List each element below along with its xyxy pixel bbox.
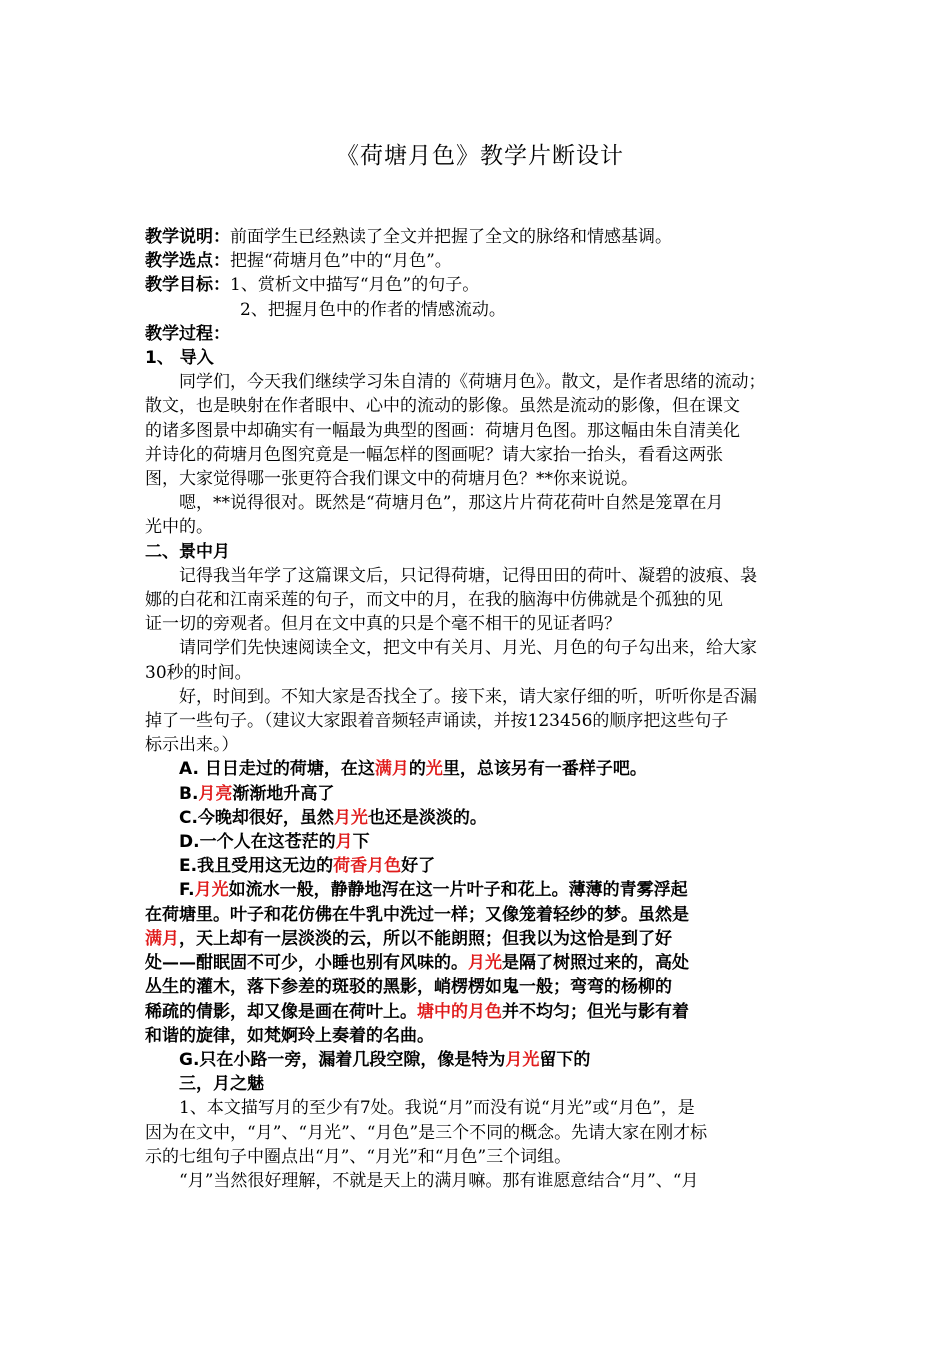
paragraph-line: “月”当然很好理解，不就是天上的满月嘛。那有谁愿意结合“月”、“月 <box>179 1170 699 1191</box>
quote-f-line: 在荷塘里。叶子和花仿佛在牛乳中洗过一样；又像笼着轻纱的梦。虽然是 <box>145 904 689 925</box>
highlight: 月 <box>335 832 353 853</box>
quote-text: G.只在小路一旁，漏着几段空隙，像是特为 <box>179 1049 506 1070</box>
section-heading-intro: 1、 导入 <box>145 348 214 369</box>
quote-text: 并不均匀；但光与影有着 <box>502 1001 689 1022</box>
paragraph-line: 示的七组句子中圈点出“月”、“月光”和“月色”三个词组。 <box>145 1146 572 1167</box>
quote-text: 下 <box>352 832 370 853</box>
quote-text: F. <box>179 880 195 901</box>
paragraph-line: 的诸多图景中却确实有一幅最为典型的图画：荷塘月色图。那这幅由朱自清美化 <box>145 420 740 441</box>
paragraph-line: 因为在文中，“月”、“月光”、“月色”是三个不同的概念。先请大家在刚才标 <box>145 1122 708 1143</box>
paragraph-line: 同学们，今天我们继续学习朱自清的《荷塘月色》。散文，是作者思绪的流动； <box>179 372 766 393</box>
paragraph-line: 标示出来。） <box>145 735 239 756</box>
paragraph-line: 请同学们先快速阅读全文，把文中有关月、月光、月色的句子勾出来，给大家 <box>179 638 757 659</box>
quote-text: 渐渐地升高了 <box>232 783 335 804</box>
section-heading-moon-in-scene: 二、景中月 <box>145 541 230 562</box>
quote-text: E.我且受用这无边的 <box>179 856 334 877</box>
paragraph-line: 好，时间到。不知大家是否找全了。接下来，请大家仔细的听，听听你是否漏 <box>179 686 757 707</box>
quote-a <box>145 757 815 781</box>
highlight: 月亮 <box>198 783 233 804</box>
highlight: 光 <box>425 759 443 780</box>
quote-text: 稀疏的倩影，却又像是画在荷叶上。 <box>145 1001 417 1022</box>
focus-text: 把握“荷塘月色”中的“月色”。 <box>230 251 452 272</box>
goal-item-1: 1、赏析文中描写“月色”的句子。 <box>230 275 480 296</box>
quote-f-line <box>145 1000 815 1024</box>
quote-text: 也还是淡淡的。 <box>367 807 487 828</box>
quote-b <box>145 782 815 806</box>
document-body <box>145 225 815 1193</box>
quote-f <box>145 878 815 902</box>
page-title: 《荷塘月色》教学片断设计 <box>336 143 624 169</box>
teaching-goal <box>145 273 815 297</box>
quote-g <box>145 1048 815 1072</box>
quote-text: D.一个人在这苍茫的 <box>179 832 336 853</box>
teaching-description <box>145 225 815 249</box>
highlight: 荷香月色 <box>333 856 402 877</box>
quote-f-line <box>145 951 815 975</box>
quote-f-line <box>145 927 815 951</box>
quote-text: B. <box>179 783 199 804</box>
highlight: 月光 <box>194 880 229 901</box>
paragraph-line: 证一切的旁观者。但月在文中真的只是个毫不相干的见证者吗？ <box>145 614 621 635</box>
quote-text: 里，总该另有一番样子吧。 <box>442 759 647 780</box>
paragraph-line: 30秒的时间。 <box>145 662 252 683</box>
highlight: 满月 <box>374 759 409 780</box>
focus-label: 教学选点： <box>145 251 230 272</box>
highlight: 月光 <box>468 953 502 974</box>
quote-text: 好了 <box>401 856 436 877</box>
paragraph-line: 图，大家觉得哪一张更符合我们课文中的荷塘月色？**你来说说。 <box>145 469 638 490</box>
paragraph-line: 光中的。 <box>145 517 213 538</box>
quote-f-line: 和谐的旋律，如梵婀玲上奏着的名曲。 <box>145 1025 434 1046</box>
paragraph-line: 嗯，**说得很对。既然是“荷塘月色”，那这片片荷花荷叶自然是笼罩在月 <box>179 493 724 514</box>
quote-text: 的 <box>408 759 426 780</box>
teaching-focus <box>145 249 815 273</box>
quote-text: 如流水一般，静静地泻在这一片叶子和花上。薄薄的青雾浮起 <box>228 880 688 901</box>
description-label: 教学说明： <box>145 227 230 247</box>
quote-text: 处——酣眠固不可少，小睡也别有风味的。 <box>145 953 468 974</box>
quote-text: 是隔了树照过来的，高处 <box>502 953 689 974</box>
paragraph-line: 娜的白花和江南采莲的句子，而文中的月，在我的脑海中仿佛就是个孤独的见 <box>145 590 723 611</box>
quote-text: A. 日日走过的荷塘，在这 <box>179 759 375 780</box>
highlight: 月光 <box>333 807 368 828</box>
quote-text: ，天上却有一层淡淡的云，所以不能朗照；但我以为这恰是到了好 <box>179 928 672 949</box>
quote-text: 留下的 <box>539 1049 591 1070</box>
goal-item-2: 2、把握月色中的作者的情感流动。 <box>240 299 506 320</box>
quote-d <box>145 830 815 854</box>
process-label: 教学过程： <box>145 323 230 344</box>
paragraph-line: 并诗化的荷塘月色图究竟是一幅怎样的图画呢？请大家抬一抬头，看看这两张 <box>145 444 723 465</box>
quote-text: C.今晚却很好，虽然 <box>179 807 334 828</box>
section-heading-moon-charm: 三，月之魅 <box>179 1074 264 1095</box>
quote-f-line: 丛生的灌木，落下参差的斑驳的黑影，峭楞楞如鬼一般；弯弯的杨柳的 <box>145 977 672 998</box>
quote-e <box>145 854 815 878</box>
paragraph-line: 1、本文描写月的至少有7处。我说“月”而没有说“月光”或“月色”，是 <box>179 1098 695 1119</box>
paragraph-line: 记得我当年学了这篇课文后，只记得荷塘，记得田田的荷叶、凝碧的波痕、袅 <box>179 565 757 586</box>
highlight: 塘中的月色 <box>417 1001 502 1022</box>
quote-c <box>145 806 815 830</box>
description-text: 前面学生已经熟读了全文并把握了全文的脉络和情感基调。 <box>230 227 672 247</box>
highlight: 月光 <box>505 1049 540 1070</box>
highlight: 满月 <box>145 928 179 949</box>
goal-label: 教学目标： <box>145 275 230 296</box>
paragraph-line: 掉了一些句子。（建议大家跟着音频轻声诵读，并按123456的顺序把这些句子 <box>145 711 729 732</box>
paragraph-line: 散文，也是映射在作者眼中、心中的流动的影像。虽然是流动的影像，但在课文 <box>145 396 740 417</box>
